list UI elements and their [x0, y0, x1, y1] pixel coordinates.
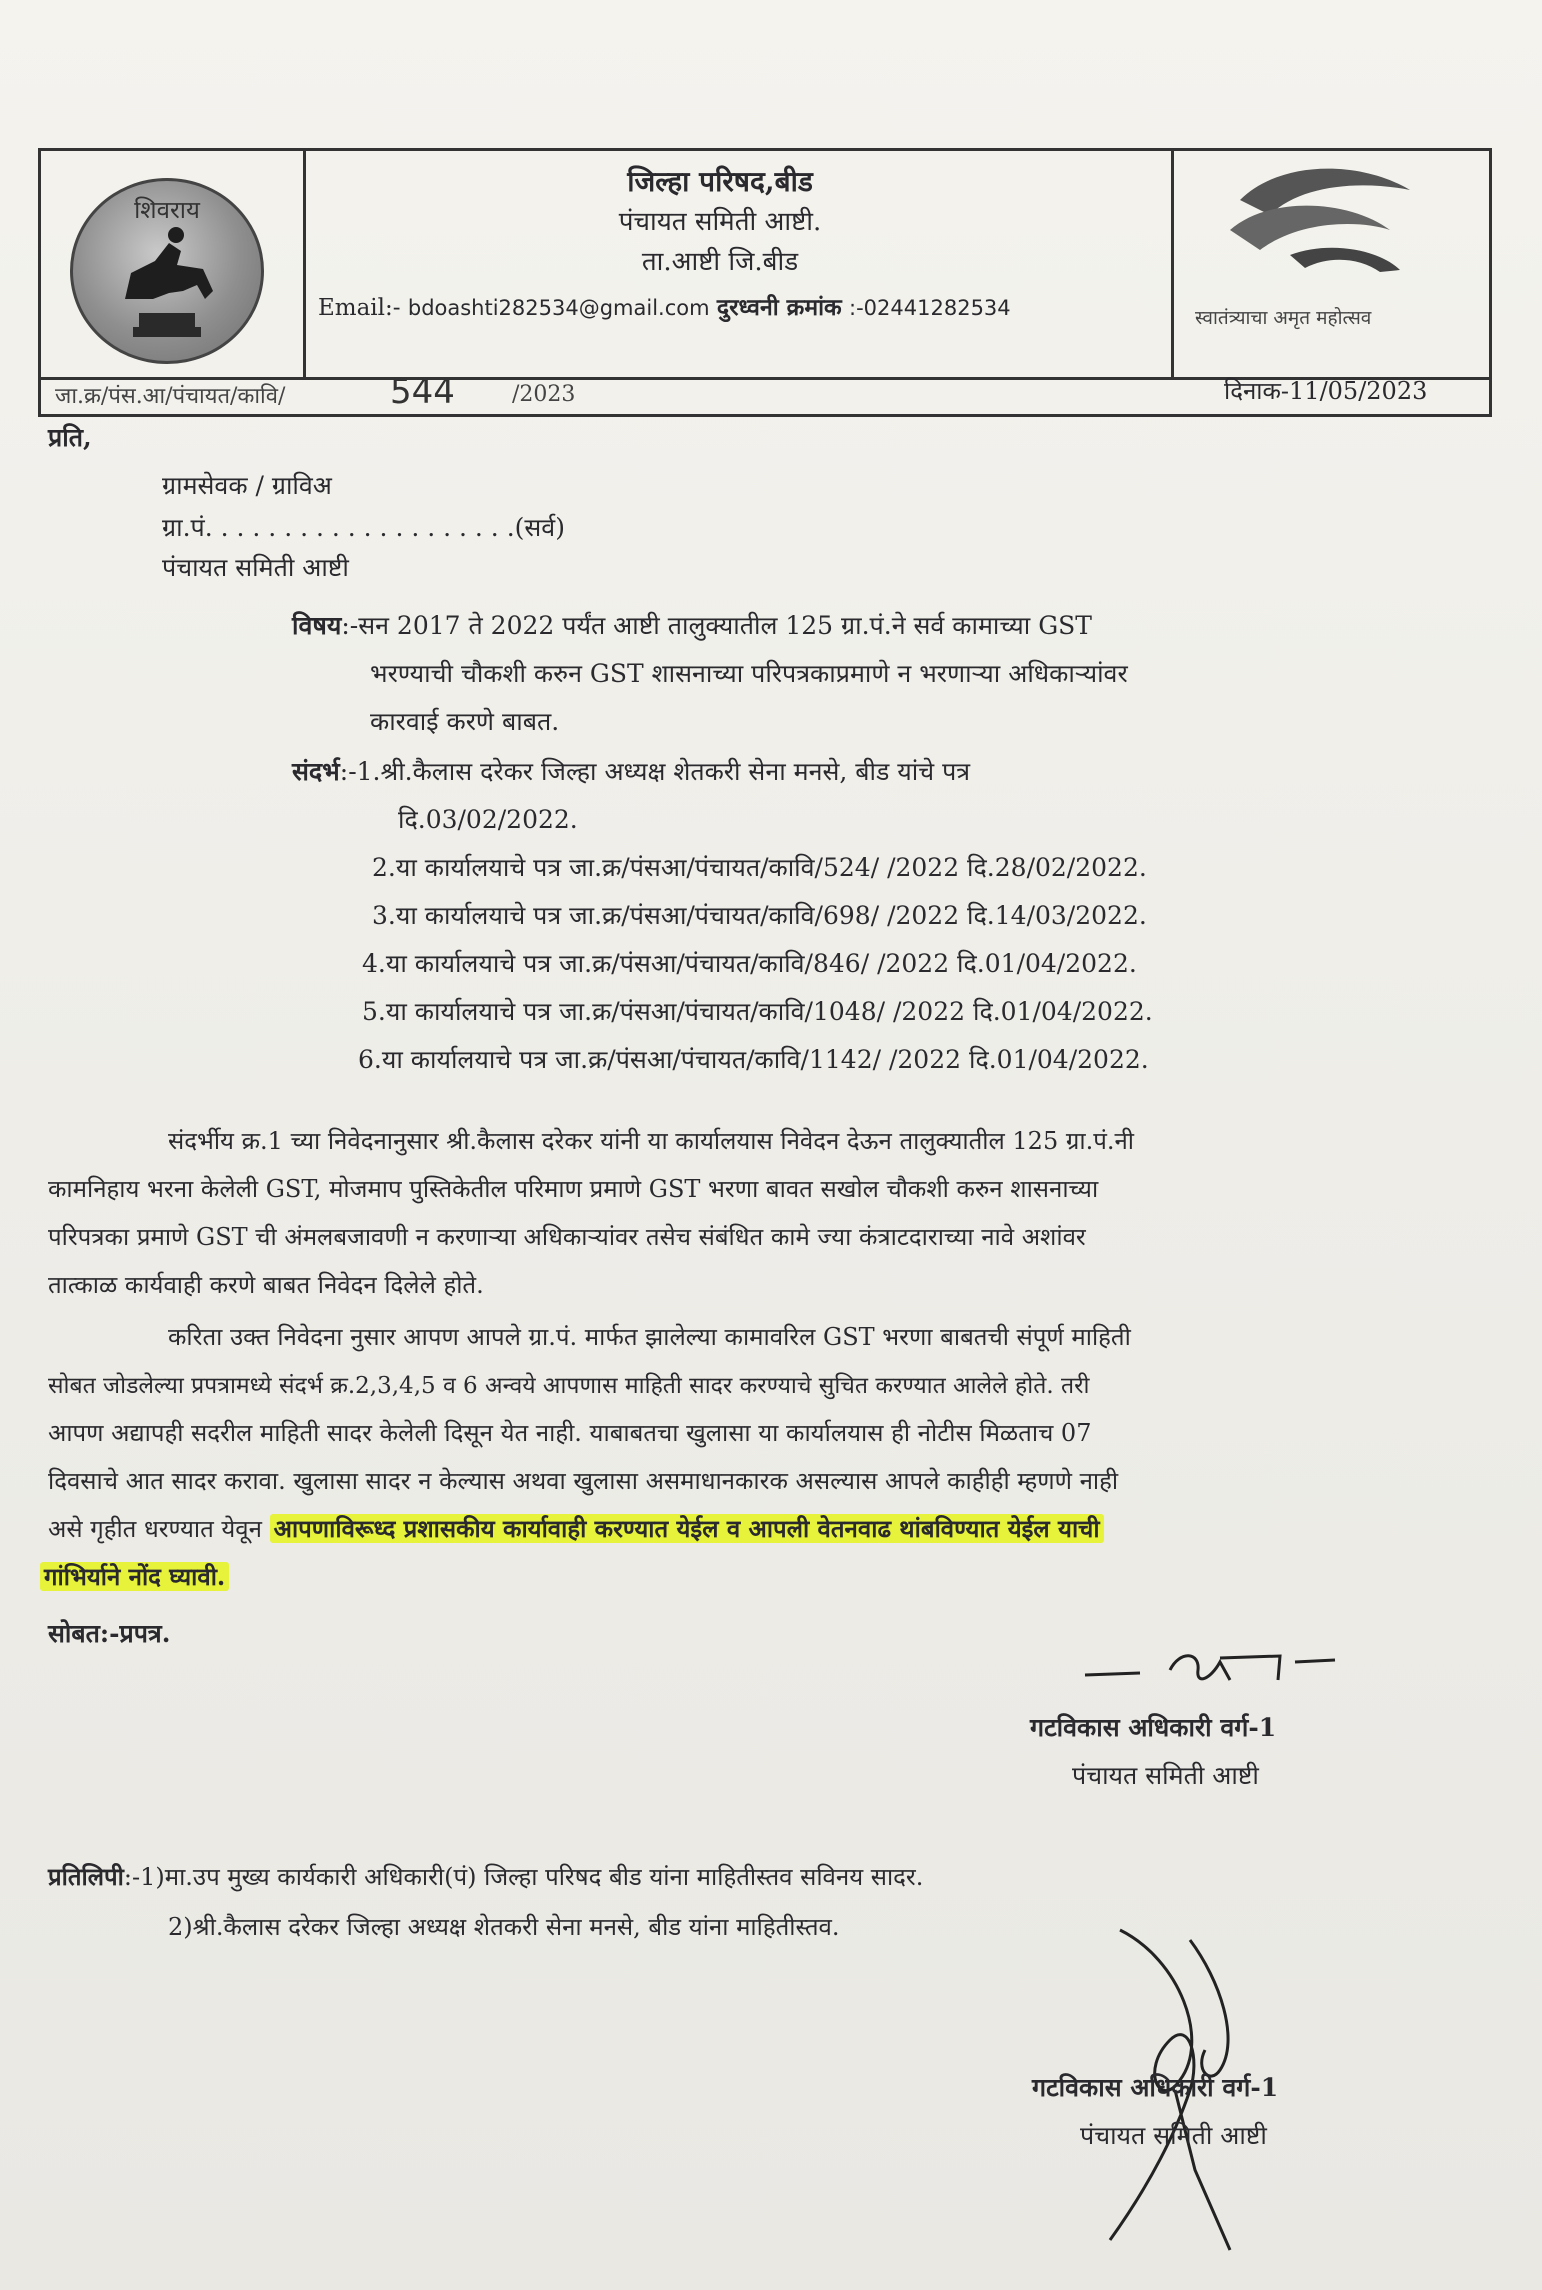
- reference-3: 3.या कार्यालयाचे पत्र जा.क्र/पंसआ/पंचायत/कावि/698/ /2022 दि.14/03/2022.: [372, 901, 1147, 930]
- contact-line: [318, 290, 1011, 322]
- reference-1-date: दि.03/02/2022.: [398, 805, 578, 834]
- enclosure-note: सोबत:-प्रपत्र.: [48, 1619, 171, 1648]
- para2-line-2: सोबत जोडलेल्या प्रपत्रामध्ये संदर्भ क्र.2,3,4,5 व 6 अन्वये आपणास माहिती सादर करण्याचे सुचित करण्यात आलेले होते. तरी: [48, 1373, 1090, 1399]
- reference-label: संदर्भ: [292, 757, 340, 786]
- to-label: प्रति,: [48, 423, 92, 452]
- copy-recipient-2: 2)श्री.कैलास दरेकर जिल्हा अध्यक्ष शेतकरी सेना मनसे, बीड यांना माहितीस्तव.: [168, 1913, 840, 1941]
- phone-label: दुरध्वनी क्रमांक: [716, 294, 842, 321]
- zilla-parishad-seal: [70, 178, 264, 364]
- recipient-line-2: ग्रा.पं. . . . . . . . . . . . . . . . . . . .(सर्व): [162, 513, 565, 542]
- office-address: ता.आष्टी जि.बीड: [641, 247, 799, 277]
- copy-recipient-1: :-1)मा.उप मुख्य कार्यकारी अधिकारी(पं) जिल्हा परिषद बीड यांना माहितीस्तव सविनय सादर.: [123, 1863, 924, 1891]
- copy-label: प्रतिलिपी: [48, 1862, 124, 1891]
- para1-line-4: तात्काळ कार्यवाही करणे बाबत निवेदन दिलेले होते.: [48, 1271, 484, 1299]
- reference-2: 2.या कार्यालयाचे पत्र जा.क्र/पंसआ/पंचायत/कावि/524/ /2022 दि.28/02/2022.: [372, 853, 1147, 882]
- ref-number-handwritten: 544: [390, 372, 455, 412]
- para2-line-5-plain: असे गृहीत धरण्यात येवून: [48, 1515, 262, 1543]
- highlighted-warning-end: गांभिर्याने नोंद घ्यावी.: [40, 1562, 229, 1591]
- letterhead-divider-right: [1171, 151, 1174, 377]
- para2-line-5: [48, 1512, 1104, 1545]
- para2-line-3: आपण अद्यापही सदरील माहिती सादर केलेली दिसून येत नाही. याबाबतचा खुलासा या कार्यालयास ही नोटीस मिळताच 07: [48, 1419, 1092, 1447]
- reference-1-text: :-1.श्री.कैलास दरेकर जिल्हा अध्यक्ष शेतकरी सेना मनसे, बीड यांचे पत्र: [339, 757, 971, 786]
- para1-line-3: परिपत्रका प्रमाणे GST ची अंमलबजावणी न करणाऱ्या अधिकाऱ्यांवर तसेच संबंधित कामे ज्या कंत्राटदाराच्या नावे अशांवर: [48, 1223, 1086, 1251]
- subject-line-3: कारवाई करणे बाबत.: [370, 707, 560, 736]
- reference-5: 5.या कार्यालयाचे पत्र जा.क्र/पंसआ/पंचायत/कावि/1048/ /2022 दि.01/04/2022.: [362, 997, 1153, 1026]
- copy-line-1: [48, 1860, 923, 1893]
- subject-text-1: :-सन 2017 ते 2022 पर्यंत आष्टी तालुक्यातील 125 ग्रा.पं.ने सर्व कामाच्या GST: [341, 611, 1092, 640]
- amrit-mahotsav-logo-icon: [1210, 160, 1450, 290]
- para1-line-2: कामनिहाय भरना केलेली GST, मोजमाप पुस्तिकेतील परिमाण प्रमाणे GST भरणा बावत सखोल चौकशी करुन शासनाच्या: [48, 1175, 1099, 1203]
- recipient-line-3: पंचायत समिती आष्टी: [162, 553, 349, 582]
- highlighted-warning: आपणाविरूध्द प्रशासकीय कार्यावाही करण्यात येईल व आपली वेतनवाढ थांबविण्यात येईल याची: [270, 1514, 1104, 1543]
- subject-line-1: [292, 608, 1092, 642]
- office-name: पंचायत समिती आष्टी.: [618, 207, 822, 237]
- reference-4: 4.या कार्यालयाचे पत्र जा.क्र/पंसआ/पंचायत/कावि/846/ /2022 दि.01/04/2022.: [362, 949, 1137, 978]
- reference-1: [292, 754, 970, 788]
- ref-prefix: जा.क्र/पंस.आ/पंचायत/कावि/: [55, 384, 286, 409]
- signatory-office-2: पंचायत समिती आष्टी: [1080, 2121, 1267, 2150]
- email-address[interactable]: bdoashti282534@gmail.com: [407, 296, 710, 320]
- horse-rider-icon: [73, 181, 261, 361]
- para2-line-4: दिवसाचे आत सादर करावा. खुलासा सादर न केल्यास अथवा खुलासा असमाधानकारक असल्यास आपले काहीही म्हणणे नाही: [48, 1467, 1119, 1495]
- phone-number: :-02441282534: [849, 296, 1011, 320]
- signatory-title: गटविकास अधिकारी वर्ग-1: [1030, 1713, 1277, 1742]
- short-signature-icon: [1080, 1640, 1340, 1700]
- logo-caption: स्वातंत्र्याचा अमृत महोत्सव: [1195, 307, 1372, 329]
- subject-label: विषय: [292, 611, 342, 640]
- letter-date: दिनाक-11/05/2023: [1224, 377, 1428, 405]
- org-name: जिल्हा परिषद,बीड: [627, 165, 813, 198]
- para2-line-6: [40, 1560, 229, 1593]
- email-label: Email:-: [318, 295, 401, 321]
- reference-6: 6.या कार्यालयाचे पत्र जा.क्र/पंसआ/पंचायत/कावि/1142/ /2022 दि.01/04/2022.: [358, 1045, 1149, 1074]
- signatory-title-2: गटविकास अधिकारी वर्ग-1: [1032, 2073, 1279, 2102]
- signatory-office: पंचायत समिती आष्टी: [1072, 1761, 1259, 1790]
- subject-line-2: भरण्याची चौकशी करुन GST शासनाच्या परिपत्रकाप्रमाणे न भरणाऱ्या अधिकाऱ्यांवर: [370, 659, 1128, 688]
- ref-year: /2023: [512, 382, 576, 407]
- para1-line-1: संदर्भीय क्र.1 च्या निवेदनानुसार श्री.कैलास दरेकर यांनी या कार्यालयास निवेदन देऊन तालुक्यातील 125 ग्रा.पं.नी: [168, 1127, 1135, 1155]
- recipient-line-1: ग्रामसेवक / ग्राविअ: [162, 471, 332, 500]
- seal-text: शिवराय: [134, 196, 200, 224]
- para2-line-1: करिता उक्त निवेदना नुसार आपण आपले ग्रा.पं. मार्फत झालेल्या कामावरिल GST भरणा बाबतची संपूर्ण माहिती: [168, 1323, 1131, 1351]
